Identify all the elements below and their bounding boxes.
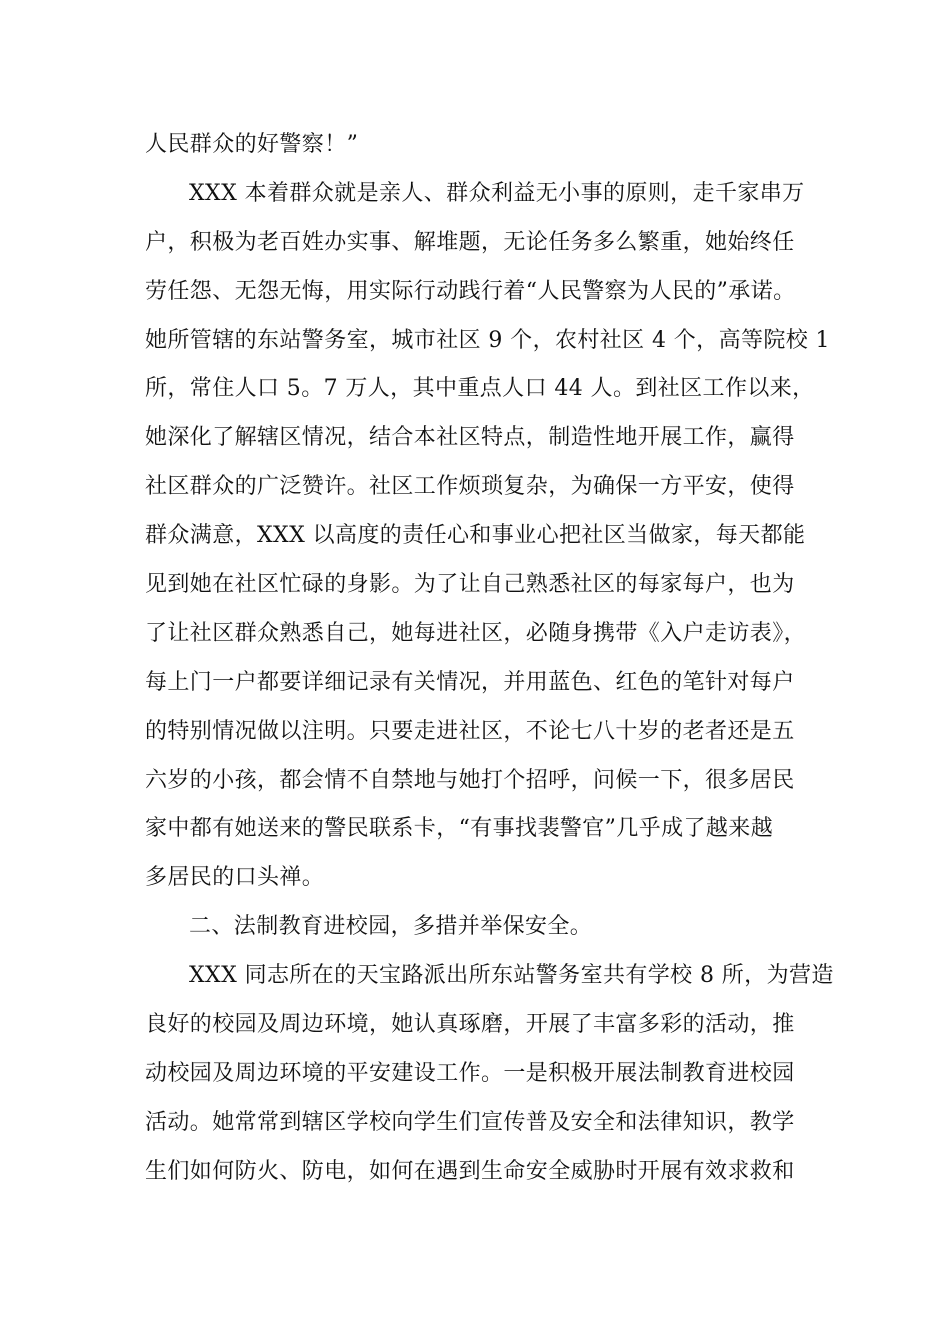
body-text <box>145 130 834 1206</box>
text-line: 群众满意，XXX 以高度的责任心和事业心把社区当做家，每天都能 <box>145 523 806 549</box>
text-line: 了让社区群众熟悉自己，她每进社区，必随身携带《入户走访表》， <box>145 620 807 646</box>
text-line: 家中都有她送来的警民联系卡，“有事找裴警官”几乎成了越来越 <box>145 816 774 842</box>
text-line: 六岁的小孩，都会情不自禁地与她打个招呼，问候一下，很多居民 <box>145 767 795 793</box>
text-line: 她所管辖的东站警务室，城市社区 9 个，农村社区 4 个，高等院校 1 <box>145 327 830 353</box>
text-line: 每上门一户都要详细记录有关情况，并用蓝色、红色的笔针对每户 <box>145 669 795 695</box>
text-line: 户，积极为老百姓办实事、解堆题，无论任务多么繁重，她始终任 <box>145 229 795 255</box>
text-line: 所，常住人口 5。7 万人，其中重点人口 44 人。到社区工作以来， <box>145 376 815 402</box>
text-line: 人民群众的好警察！” <box>145 132 359 157</box>
text-line: 生们如何防火、防电，如何在遇到生命安全威胁时开展有效求救和 <box>145 1158 795 1184</box>
text-line: 她深化了解辖区情况，结合本社区特点，制造性地开展工作，赢得 <box>145 425 795 451</box>
text-line: 社区群众的广泛赞许。社区工作烦琐复杂，为确保一方平安，使得 <box>145 474 795 500</box>
text-line: 动校园及周边环境的平安建设工作。一是积极开展法制教育进校园 <box>145 1060 795 1086</box>
text-line: 活动。她常常到辖区学校向学生们宣传普及安全和法律知识，教学 <box>145 1109 795 1135</box>
section-heading: 二、法制教育进校园，多措并举保安全。 <box>189 914 593 940</box>
text-line: 良好的校园及周边环境，她认真琢磨，开展了丰富多彩的活动，推 <box>145 1012 795 1038</box>
text-line: 见到她在社区忙碌的身影。为了让自己熟悉社区的每家每户，也为 <box>145 572 795 598</box>
text-line: XXX 同志所在的天宝路派出所东站警务室共有学校 8 所，为营造 <box>189 963 834 989</box>
text-line: 的特别情况做以注明。只要走进社区，不论七八十岁的老者还是五 <box>145 718 795 744</box>
text-line: 劳任怨、无怨无悔，用实际行动践行着“人民警察为人民的”承诺。 <box>145 278 796 304</box>
text-line: XXX 本着群众就是亲人、群众利益无小事的原则，走千家串万 <box>189 180 805 206</box>
text-line: 多居民的口头禅。 <box>145 865 325 891</box>
